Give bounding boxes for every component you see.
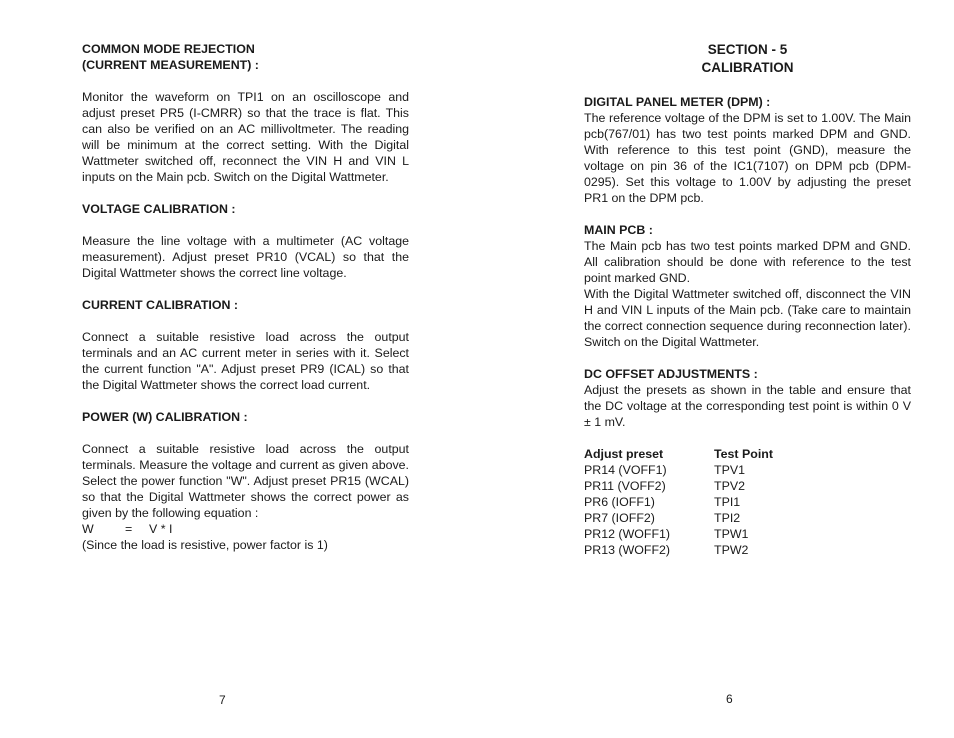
table-cell-preset: PR7 (IOFF2): [584, 511, 655, 525]
voltage-calibration-heading: VOLTAGE CALIBRATION :: [82, 202, 236, 216]
table-cell-testpoint: TPI1: [714, 495, 741, 509]
voltage-calibration-paragraph: Measure the line voltage with a multimeter (AC voltage measurement). Adjust preset PR10 (VCAL) so that the Digital Wattmeter shows the correct line voltage.: [82, 234, 409, 280]
dpm-heading: DIGITAL PANEL METER (DPM) :: [584, 95, 771, 109]
main-pcb-paragraph-2: With the Digital Wattmeter switched off, disconnect the VIN H and VIN L inputs of the Main pcb. (Take care to maintain the correct connection sequence during reconnection later). Switch on the Digital Wattmeter.: [584, 287, 911, 349]
equation-equals: =: [125, 522, 133, 536]
table-row: [584, 510, 773, 526]
main-pcb-heading: MAIN PCB :: [584, 223, 653, 237]
power-equation: [82, 521, 409, 537]
table-cell-testpoint: TPV2: [714, 479, 745, 493]
table-row: [584, 542, 773, 558]
table-cell-testpoint: TPV1: [714, 463, 745, 477]
table-cell-testpoint: TPW2: [714, 543, 749, 557]
section-title: CALIBRATION: [701, 60, 794, 75]
equation-note: (Since the load is resistive, power factor is 1): [82, 538, 328, 552]
cmr-paragraph: Monitor the waveform on TPI1 on an oscilloscope and adjust preset PR5 (I-CMRR) so that the trace is flat. This can also be verified on an AC millivoltmeter. The reading will be minimum at the correct setting. With the Digital Wattmeter switched off, reconnect the VIN H and VIN L inputs on the Main pcb. Switch on the Digital Wattmeter.: [82, 90, 409, 184]
table-header-testpoint: Test Point: [714, 447, 773, 461]
table-row: [584, 526, 773, 542]
table-row: [584, 462, 773, 478]
dpm-paragraph: The reference voltage of the DPM is set to 1.00V. The Main pcb(767/01) has two test points marked DPM and GND. With reference to this test point (GND), measure the voltage on pin 36 of the IC1(7107) on DPM pcb (DPM-0295). Set this voltage to 1.00V by adjusting the preset PR1 on the DPM pcb.: [584, 111, 911, 205]
table-cell-preset: PR11 (VOFF2): [584, 479, 666, 493]
table-header-row: [584, 446, 773, 462]
page-number-right: 6: [726, 692, 733, 706]
preset-table: [584, 446, 773, 558]
table-cell-testpoint: TPW1: [714, 527, 749, 541]
table-cell-preset: PR14 (VOFF1): [584, 463, 667, 477]
power-calibration-paragraph: Connect a suitable resistive load across the output terminals. Measure the voltage and current as given above. Select the power function "W". Adjust preset PR15 (WCAL) so that the Digital Wattmeter shows the correct power as given by the following equation :: [82, 442, 409, 520]
dc-offset-paragraph: Adjust the presets as shown in the table and ensure that the DC voltage at the corresponding test point is within 0 V ± 1 mV.: [584, 383, 911, 429]
table-cell-preset: PR13 (WOFF2): [584, 543, 671, 557]
table-row: [584, 494, 773, 510]
cmr-heading-line1: COMMON MODE REJECTION: [82, 42, 255, 56]
table-cell-preset: PR6 (IOFF1): [584, 495, 655, 509]
table-cell-preset: PR12 (WOFF1): [584, 527, 671, 541]
dc-offset-heading: DC OFFSET ADJUSTMENTS :: [584, 367, 758, 381]
right-page: [584, 41, 911, 558]
equation-rhs: V * I: [149, 522, 173, 536]
main-pcb-paragraph-1: The Main pcb has two test points marked DPM and GND. All calibration should be done with reference to the test point marked GND.: [584, 239, 911, 285]
current-calibration-paragraph: Connect a suitable resistive load across the output terminals and an AC current meter in series with it. Select the current function "A". Adjust preset PR9 (ICAL) so that the Digital Wattmeter shows the correct load current.: [82, 330, 409, 392]
power-calibration-heading: POWER (W) CALIBRATION :: [82, 410, 248, 424]
section-label: SECTION - 5: [707, 42, 788, 57]
page-number-left: 7: [219, 693, 226, 707]
left-page: [82, 41, 409, 553]
table-header-preset: Adjust preset: [584, 447, 664, 461]
cmr-heading-line2: (CURRENT MEASUREMENT) :: [82, 58, 259, 72]
equation-lhs: W: [82, 522, 94, 536]
table-row: [584, 478, 773, 494]
current-calibration-heading: CURRENT CALIBRATION :: [82, 298, 239, 312]
table-cell-testpoint: TPI2: [714, 511, 741, 525]
